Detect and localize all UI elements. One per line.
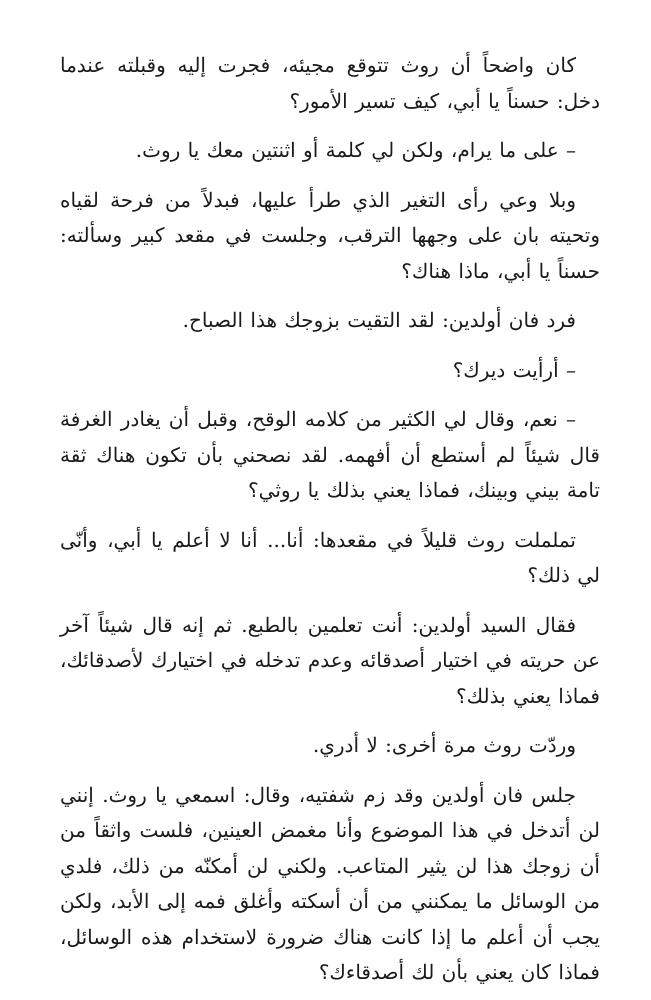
paragraph-6: – نعم، وقال لي الكثير من كلامه الوقح، وقبل أن يغادر الغرفة قال شيئاً لم أستطع أن أفهمه. لقد نصحني بأن تكون هناك ثقة تامة بيني وبينك، فماذا يعني بذلك يا روثي؟ [60, 407, 600, 502]
paragraph-2: – على ما يرام، ولكن لي كلمة أو اثنتين معك يا روث. [135, 138, 576, 162]
paragraph-4: فرد فان أولدين: لقد التقيت بزوجك هذا الصباح. [182, 308, 576, 332]
paragraph-8: فقال السيد أولدين: أنت تعلمين بالطبع. ثم إنه قال شيئاً آخر عن حريته في اختيار أصدقائه وعدم تدخله في اختيارك لأصدقائك، فماذا يعني بذلك؟ [60, 612, 600, 708]
paragraph-10: جلس فان أولدين وقد زم شفتيه، وقال: اسمعي يا روث. إنني لن أتدخل في هذا الموضوع وأنا مغمض العينين، فلست واثقاً من أن زوجك هذا لن يثير المتاعب. ولكني لن أمكنّه من ذلك، فلدي من الوسائل ما يمكنني من أن أسكته وأغلق فمه إلى الأبد، ولكن يجب أن أعلم ما إذا كانت هناك ضرورة لاستخدام هذه الوسائل، فماذا كان يعني بأن لك أصدقاءك؟ [60, 782, 600, 984]
paragraph-7: تململت روث قليلاً في مقعدها: أنا... أنا لا أعلم يا أبي، وأنّى لي ذلك؟ [60, 527, 600, 587]
page-body [60, 48, 600, 991]
paragraph-1: كان واضحاً أن روث تتوقع مجيئه، فجرت إليه وقبلته عندما دخل: حسناً يا أبي، كيف تسير الأمور؟ [60, 53, 600, 113]
paragraph-9: وردّت روث مرة أخرى: لا أدري. [312, 733, 576, 757]
paragraph-3: وبلا وعي رأى التغير الذي طرأ عليها، فبدلاً من فرحة لقياه وتحيته بان على وجهها الترقب، وجلست في مقعد كبير وسألته: حسناً يا أبي، ماذا هناك؟ [60, 187, 600, 283]
paragraph-5: – أرأيت ديرك؟ [452, 357, 576, 382]
